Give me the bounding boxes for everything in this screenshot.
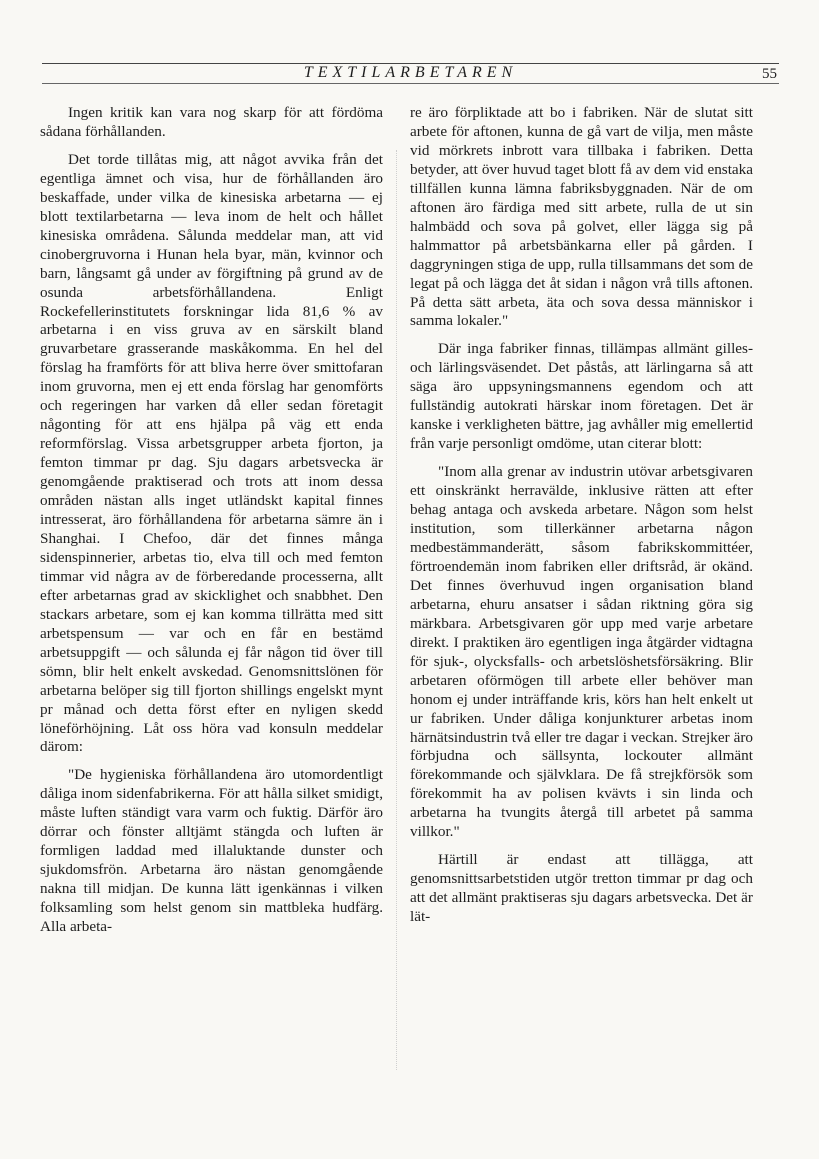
paragraph: Det torde tillåtas mig, att något avvika från det egentliga ämnet och visa, hur de förhållanden äro beskaffade, under vilka de kinesiska arbetarna — ej blott textilarbetarna — leva inom de helt och hållet kinesiska områdena. Sålunda meddelar man, att vid cinobergruvorna i Hunan hela byar, män, kvinnor och barn, långsamt gå under av förgiftning på grund av de osunda arbetsförhållandena. Enligt Rockefellerinstitutets forskningar lida 81,6 % av arbetarna i en viss gruva av en särskilt bland gruvarbetare grasserande maskåkomma. En hel del förslag ha framförts för att bliva herre över smittofaran inom gruvorna, men ej ett enda förslag har genomförts och regeringen har varken då eller sedan företagit någonting för att ens hjälpa på väg ett enda reformförslag. Vissa arbetsgrupper arbeta fjorton, ja femton timmar pr dag. Sju dagars arbetsvecka är genomgående praktiserad och trots att inom dessa områden nästan alls inget utländskt kapital finnes intresserat, äro förhållandena för arbetarna sämre än i Shanghai. I Chefoo, där det finnes många sidenspinnerier, arbetas tio, elva till och med femton timmar vid några av de förberedande processerna, allt efter arbetarnas grad av skicklighet och snabbhet. Den stackars arbetare, som ej kan komma tillrätta med sitt arbetspensum — var och en får en bestämd arbetsuppgift — och sålunda ej får någon tid över till sömn, blir helt enkelt avskedad. Genomsnittslönen för arbetarna belöper sig till fjorton shillings engelskt mynt pr månad och detta först efter en nyligen skedd löneförhöjning. Låt oss höra vad konsuln meddelar därom: (40, 150, 383, 756)
header-bottom-rule (42, 83, 779, 84)
paragraph: Ingen kritik kan vara nog skarp för att fördöma sådana förhållanden. (40, 104, 383, 140)
quote-paragraph: "De hygieniska förhållandena äro utomordentligt dåliga inom sidenfabrikerna. För att hålla silket smidigt, måste luften ständigt vara varm och fuktig. Därför äro dörrar och fönster alltjämt stängda och luften är formligen laddad med illaluktande dunster och sjukdomsfrön. Arbetarna äro nästan genomgående nakna till midjan. De kunna lätt igenkännas i vilken folksamling som helst genom sin mattbleka hudfärg. Alla arbeta- (40, 766, 383, 936)
column-divider (396, 150, 397, 1070)
quote-continuation: re äro förpliktade att bo i fabriken. När de slutat sitt arbete för aftonen, kunna de gå vart de vilja, men måste vid mörkrets inbrott vara tillbaka i fabriken. Detta betyder, att över huvud taget blott få av dem vid enstaka tillfällen kunna lämna fabriksbyggnaden. När de om aftonen äro färdiga med sitt arbete, rulla de ut sin halmbädd och sova på golvet, eller lägga sig på halmmattor på arbetsbänkarna eller på gården. I daggryningen stiga de upp, rulla tillsammans det som de legat på och lägga det åt sidan i någon vrå tills aftonen. På detta sätt arbeta, äta och sova dessa människor i samma lokaler." (410, 104, 753, 330)
quote-paragraph: "Inom alla grenar av industrin utövar arbetsgivaren ett oinskränkt herravälde, inklusive rätten att efter behag antaga och avskeda arbetare. Någon som helst institution, som tillerkänner arbetarna någon medbestämmanderätt, såsom fabrikskommittéer, förtroendemän inom fabriken eller driftsråd, är okänd. Det finnes överhuvud ingen organisation bland arbetarna, ehuru ansatser i sådan riktning göra sig märkbara. Arbetsgivaren gör upp med varje arbetare direkt. I praktiken äro egentligen inga åtgärder vidtagna för sjuk-, olycksfalls- och arbetslöshetsförsäkring. Blir arbetaren oförmögen till arbete eller behöver man honom ej under inträffande kris, körs han helt enkelt ut ur fabriken. Under dåliga konjunkturer arbetas inom härnätsindustrin två eller tre dagar i veckan. Strejker äro förbjudna och sällsynta, lockouter allmänt förekommande och självklara. De få strejkförsök som förekommit ha av polisen kvävts i sin linda och arbetarna ha tvungits återgå till arbetet på samma villkor." (410, 463, 753, 841)
left-column (40, 104, 383, 946)
paragraph: Härtill är endast att tillägga, att genomsnittsarbetstiden utgör tretton timmar pr dag och att det allmänt praktiseras sju dagars arbetsvecka. Det är lät- (410, 851, 753, 926)
page-number: 55 (762, 66, 777, 82)
running-header-title: TEXTILARBETAREN (303, 64, 518, 81)
right-column (410, 104, 753, 936)
paragraph: Där inga fabriker finnas, tillämpas allmänt gilles- och lärlingsväsendet. Det påstås, att lärlingarna så att säga äro uppsyningsmannens egendom och att fullständig autokrati härskar inom företagen. Det är kanske i verkligheten bättre, jag avhåller mig emellertid från varje personligt omdöme, utan citerar blott: (410, 340, 753, 453)
